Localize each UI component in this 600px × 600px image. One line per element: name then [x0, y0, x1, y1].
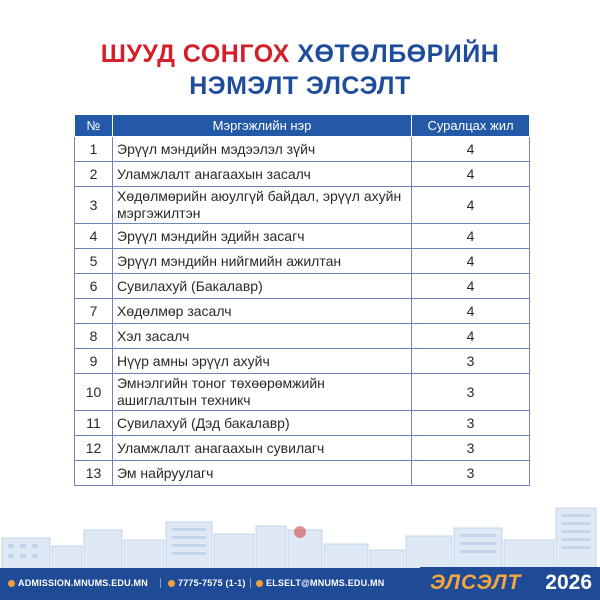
row-study-years: 4 [412, 299, 530, 324]
table-row [75, 324, 530, 349]
row-number: 11 [75, 411, 113, 436]
row-number: 9 [75, 349, 113, 374]
table-row [75, 162, 530, 187]
row-study-years: 4 [412, 137, 530, 162]
row-major-name: Эрүүл мэндийн эдийн засагч [113, 224, 412, 249]
row-study-years: 4 [412, 187, 530, 224]
email-contact[interactable] [256, 578, 384, 588]
website-text: ADMISSION.MNUMS.EDU.MN [18, 578, 148, 588]
row-number: 5 [75, 249, 113, 274]
table-row [75, 187, 530, 224]
row-number: 3 [75, 187, 113, 224]
row-study-years: 4 [412, 274, 530, 299]
header-study-years: Суралцах жил [412, 115, 530, 137]
title-line-1 [0, 38, 600, 70]
title-blue-text: ХӨТӨЛБӨРИЙН [297, 40, 500, 68]
table-row [75, 411, 530, 436]
row-study-years: 4 [412, 162, 530, 187]
email-text: ELSELT@MNUMS.EDU.MN [266, 578, 385, 588]
row-major-name: Хэл засалч [113, 324, 412, 349]
title-line-2: НЭМЭЛТ ЭЛСЭЛТ [189, 72, 411, 100]
table-row [75, 299, 530, 324]
row-major-name: Сувилахуй (Бакалавр) [113, 274, 412, 299]
phone-contact[interactable] [168, 578, 246, 588]
table-row [75, 374, 530, 411]
table-row [75, 274, 530, 299]
email-icon [256, 580, 263, 587]
row-major-name: Уламжлалт анагаахын засалч [113, 162, 412, 187]
row-number: 6 [75, 274, 113, 299]
row-study-years: 3 [412, 349, 530, 374]
table-row [75, 349, 530, 374]
divider [160, 578, 161, 588]
row-major-name: Эрүүл мэндийн мэдээлэл зүйч [113, 137, 412, 162]
row-study-years: 4 [412, 324, 530, 349]
table-header-row [75, 115, 530, 137]
row-major-name: Хөдөлмөрийн аюулгүй байдал, эрүүл ахуйн мэргэжилтэн [113, 187, 412, 224]
row-number: 7 [75, 299, 113, 324]
row-study-years: 3 [412, 461, 530, 486]
phone-icon [168, 580, 175, 587]
row-number: 4 [75, 224, 113, 249]
divider [250, 578, 251, 588]
city-skyline-illustration [0, 500, 600, 570]
row-number: 10 [75, 374, 113, 411]
table-row [75, 224, 530, 249]
page-title [0, 38, 600, 102]
header-major-name: Мэргэжлийн нэр [113, 115, 412, 137]
row-major-name: Нүүр амны эрүүл ахуйч [113, 349, 412, 374]
brand-word: ЭЛСЭЛТ [430, 571, 522, 594]
row-number: 1 [75, 137, 113, 162]
row-study-years: 3 [412, 374, 530, 411]
phone-text: 7775-7575 (1-1) [178, 578, 246, 588]
row-study-years: 3 [412, 436, 530, 461]
table-row [75, 461, 530, 486]
website-contact[interactable] [8, 578, 148, 588]
row-number: 13 [75, 461, 113, 486]
row-number: 12 [75, 436, 113, 461]
table-row [75, 436, 530, 461]
row-study-years: 4 [412, 249, 530, 274]
row-major-name: Эм найруулагч [113, 461, 412, 486]
row-study-years: 3 [412, 411, 530, 436]
row-major-name: Уламжлалт анагаахын сувилагч [113, 436, 412, 461]
table-row [75, 137, 530, 162]
row-number: 2 [75, 162, 113, 187]
header-number: № [75, 115, 113, 137]
majors-table [74, 114, 530, 486]
admission-brand [420, 567, 600, 600]
row-number: 8 [75, 324, 113, 349]
globe-icon [8, 580, 15, 587]
row-major-name: Эмнэлгийн тоног төхөөрөмжийн ашиглалтын техникч [113, 374, 412, 411]
row-study-years: 4 [412, 224, 530, 249]
title-red-text: ШУУД СОНГОХ [100, 40, 290, 68]
row-major-name: Сувилахуй (Дэд бакалавр) [113, 411, 412, 436]
row-major-name: Хөдөлмөр засалч [113, 299, 412, 324]
table-row [75, 249, 530, 274]
row-major-name: Эрүүл мэндийн нийгмийн ажилтан [113, 249, 412, 274]
brand-year: 2026 [545, 571, 592, 594]
